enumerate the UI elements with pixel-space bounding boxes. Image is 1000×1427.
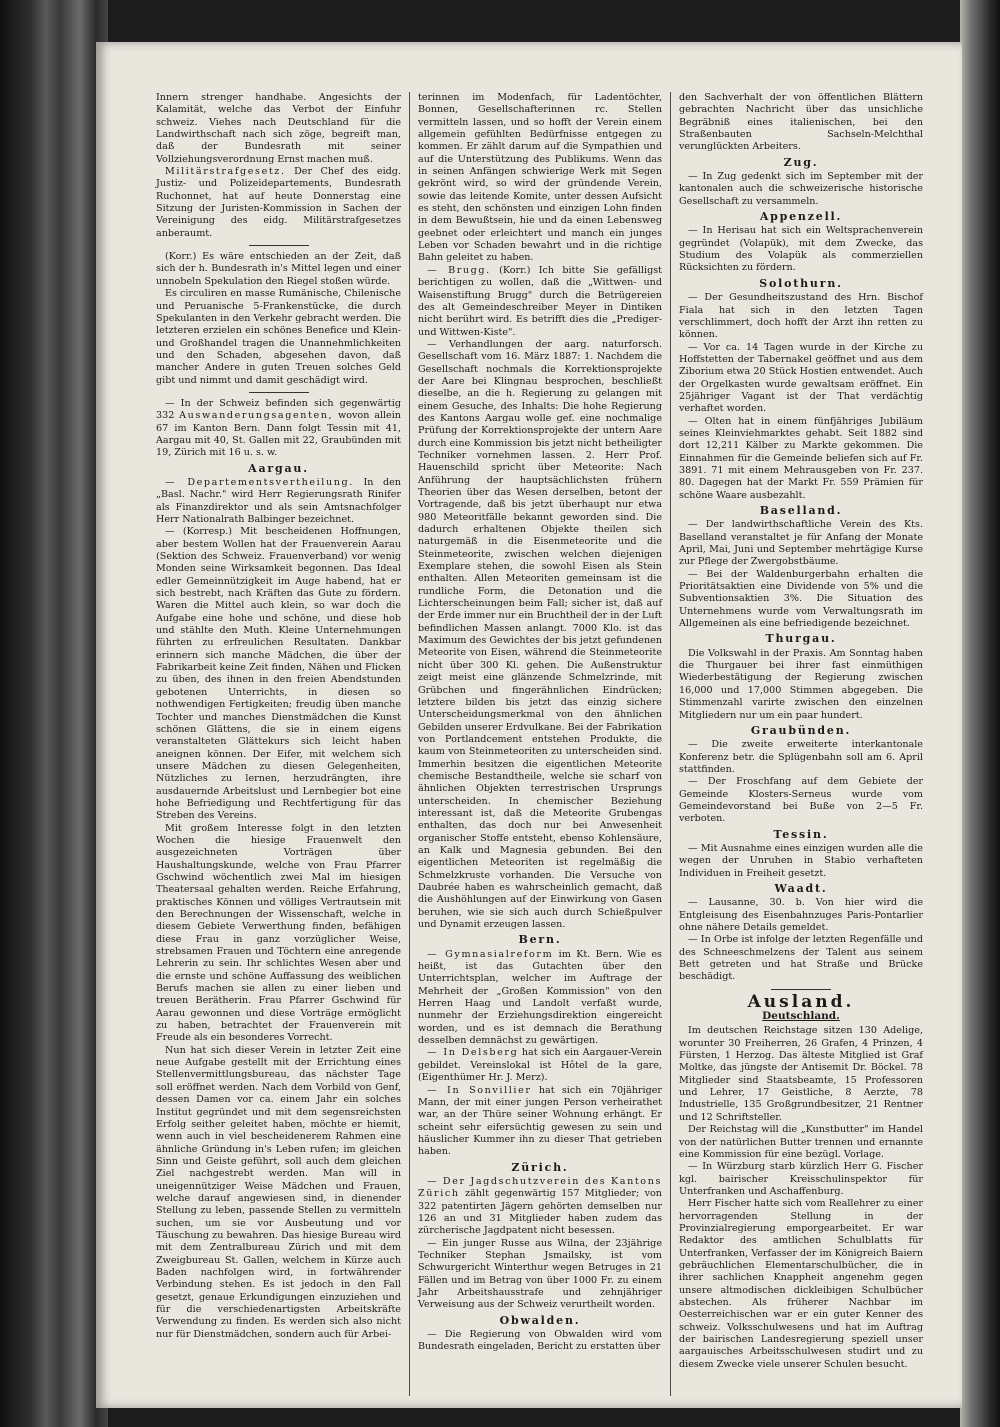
article-lead: Auswanderungsagenten, — [179, 410, 334, 422]
column-2 — [409, 92, 670, 1396]
article-text: — Verhandlungen der aarg. naturforsch. Gesellschaft vom 16. März 1887: 1. Nachdem die Gesellschaft nochmals die Korrektionsprojekte der Aare bei Klingnau besprochen, beschließt dieselbe, an die h. Regierung zu gelangen mit einem Gesuche, des Inhalts: Die hohe Regierung des Kantons Aargau wolle gef. eine nochmalige Prüfung der Korrektionsprojekte der untern Aare durch eine Kommission bis jetzt nicht betheiligter Techniker vornehmen lassen. 2. Herr Prof. Hauenschild spricht über Meteorite: Nach Anführung der hauptsächlichsten frühern Theorien über das Wesen derselben, betont der Vortragende, daß bis jetzt überhaupt nur etwa 980 Meteoritfälle bekannt geworden sind. Die dadurch erhaltenen Objekte theilen sich naturgemäß in die Eisenmeteorite und die Steinmeteorite, zwischen welchen diejenigen Exemplare stehen, die sowohl Eisen als Stein enthalten. Allen Meteoriten gemeinsam ist die rundliche Form, die Detonation und die Lichterscheinungen beim Fall; sicher ist, daß auf der Erde immer nur ein Bruchtheil der in der Luft befindlichen Massen anlangt. 7000 Klo. ist das Maximum des Gewichtes der bis jetzt gefundenen Meteorite von Eisen, während die Steinmeteorite nicht über 300 Kl. gehen. Die Außenstruktur zeigt meist eine glänzende Schmelzrinde, mit Grübchen und fingerähnlichen Eindrücken; letztere bilden bis jetzt das einzig sichere Unterscheidungsmerkmal von den ähnlichen Gebilden unserer Erdvulkane. Bei der Fabrikation von Portlandcement entstehen Produkte, die kaum von Steinmeteoriten zu unterscheiden sind. Immerhin besitzen die eigentlichen Meteorite chemische Bestandtheile, welche sie scharf von ähnlichen Objekten terrestrischen Ursprungs unterscheiden. In chemischer Beziehung interessant ist, daß die Meteorite Grubengas enthalten, das doch nur bei Anwesenheit organischer Stoffe entsteht, ebenso Kohlensäure, an Kalk und Magnesia gebunden. Bei den eigentlichen Meteoriten ist regelmäßig die Schmelzkruste vorhanden. Die Versuche von Daubrée haben es wahrscheinlich gemacht, daß die Aushöhlungen auf der Einwirkung von Gasen beruhen, wie sie sich auch durch Schießpulver und Dynamit erzeugen lassen. — [418, 338, 662, 931]
column-3 — [670, 92, 931, 1396]
article-paragraph — [156, 166, 401, 240]
article-text: terinnen im Modenfach, für Ladentöchter, Bonnen, Gesellschafterinnen rc. Stellen vermitteln lassen, und so hofft der Verein einem allgemein gefühlten Bedürfnisse entgegen zu kommen. Er zählt darum auf die Sympathien und auf die Unterstützung des Publikums. Wenn das in seinen Anfängen schwierige Werk mit Segen gekrönt wird, so wird der gründende Verein, sowie das leitende Komite, unter dessen Aufsicht es steht, den schönsten und einzigen Lohn finden in dem Bewußtsein, hie und da einen Lebensweg geebnet oder erleichtert und manch ein junges Leben vor Schaden bewahrt und in die richtige Bahn geleitet zu haben. — [418, 92, 662, 264]
article-text: hat sich ein 70jähriger Mann, der mit einer jungen Person verheirathet war, an der Thüre seiner Wohnung erhängt. Er scheint sehr eifersüchtig gewesen zu sein und häuslicher Kummer ihn zu dieser That getrieben haben. — [418, 1084, 662, 1158]
article-text: Es circuliren en masse Rumänische, Chilenische und Peruanische 5-Frankenstücke, die durch Spekulanten in den Verkehr gebracht werden. Die letzteren erzielen ein schönes Benefice und Klein- und Großhandel tragen die Unannehmlichkeiten und den Schaden, abgesehen davon, daß mancher Andere in guten Treuen solches Geld gibt und nimmt und damit geschädigt wird. — [156, 288, 401, 386]
article-text: Der Chef des eidg. Justiz- und Polizeidepartements, Bundesrath Ruchonnet, hat auf heute Donnerstag eine Sitzung der Juristen-Kommission in Sachen der Vereinigung des eidg. Militärstrafgesetzes anberaumt. — [156, 166, 401, 239]
article-lead: — Der Jagdschutzverein des Kantons Zürich — [418, 1175, 662, 1200]
article-paragraph — [418, 1047, 662, 1084]
article-text: Nun hat sich dieser Verein in letzter Zeit eine neue Aufgabe gestellt mit der Errichtung eines Stellenvermittlungsbureau, das nächster Tage soll eröffnet werden. Nach dem Vorbild von Genf, dessen Damen vor ca. einem Jahr ein solches Institut gegründet und mit dem segensreichsten Erfolg seither geleitet haben, möchte er hiemit, wenn auch in viel bescheidenerem Rahmen eine ähnliche Gründung in's Leben rufen; im gleichen Sinn und Geiste geführt, soll auch dem gleichen Ziel nachgestrebt werden. Man will in uneigennütziger Weise Mädchen und Frauen, welche darauf angewiesen sind, in dienender Stellung zu leben, passende Stellen zu vermitteln suchen, um sie vor Ausbeutung und vor Täuschung zu bewahren. Das hiesige Bureau wird mit dem Zentralbureau Zürich und mit dem Zweigbureau St. Gallen, welchem in Kürze auch Baden nachfolgen wird, in fortwährender Verbindung stehen. Es ist jedoch in den Fall gesetzt, genaue Erkundigungen einzuziehen und für die verschiedenartigsten Arbeitskräfte Verwendung zu finden. Es werden sich also nicht nur für Dienstmädchen, sondern auch für Arbei- — [156, 1044, 401, 1340]
separator-rule — [249, 392, 309, 393]
article-text: In den „Basl. Nachr." wird Herr Regierungsrath Rinifer als Finanzdirektor und als sein Amtsnachfolger Herr Nationalrath Balbinger bezeichnet. — [156, 476, 401, 525]
article-text: Innern strenger handhabe. Angesichts der Kalamität, welche das Verbot der Einfuhr schweiz. Viehes nach Deutschland für die Landwirthschaft nach sich zöge, begreift man, daß der Bundesrath mit seiner Vollziehungsverordnung Ernst machen muß. — [156, 92, 401, 165]
article-text: — Bei der Waldenburgerbahn erhalten die Prioritätsaktien eine Dividende von 5% und die Subventionsaktien 3%. Die Situation des Unternehmens wurde vom Verwaltungsrath im Allgemeinen als eine befriedigende bezeichnet. — [679, 568, 923, 630]
article-text: — Ein junger Russe aus Wilna, der 23jährige Techniker Stephan Jsmailsky, ist vom Schwurgericht Winterthur wegen Betruges in 21 Fällen und im Betrag von über 1000 Fr. zu einem Jahr Arbeitshausstrafe und zehnjähriger Verweisung aus der Schweiz verurtheilt worden. — [418, 1237, 662, 1311]
column-1 — [148, 92, 409, 1396]
article-text: — Mit Ausnahme eines einzigen wurden alle die wegen der Unruhen in Stabio verhafteten Individuen in Freiheit gesetzt. — [679, 842, 923, 879]
article-text: — In der Schweiz befinden sich gegenwärtig 332 — [156, 397, 401, 422]
article-paragraph — [418, 1085, 662, 1159]
scan-border-right — [960, 0, 1000, 1427]
article-text: (Korr.) Ich bitte Sie gefälligst berichtigen zu wollen, daß die „Wittwen- und Waisenstiftung Brugg" durch die Betrügereien des alt Gemeindeschreiber Meyer in Dintiken nicht berührt wird. Es betrifft dies die „Prediger- und Wittwen-Kiste". — [418, 264, 662, 338]
article-text: (Korr.) Es wäre entschieden an der Zeit, daß sich der h. Bundesrath in's Mittel legen und einer unnobeln Spekulation den Riegel stoßen würde. — [156, 251, 401, 287]
section-heading-appenzell: Appenzell. — [759, 210, 843, 224]
separator-rule — [249, 245, 309, 246]
article-text: — Die Regierung von Obwalden wird vom Bundesrath eingeladen, Bericht zu erstatten über — [418, 1329, 662, 1353]
article-text: wovon allein 67 im Kanton Bern. Dann folgt Tessin mit 41, Aargau mit 40, St. Gallen mit 22, Graubünden mit 19, Zürich mit 16 u. s. w. — [156, 410, 401, 459]
text-columns — [148, 92, 936, 1396]
article-text: — In Herisau hat sich ein Weltsprachenverein gegründet (Volapük), mit dem Zwecke, das Studium des Volapük als commerziellen Rücksichten zu fördern. — [679, 225, 923, 274]
section-heading-aargau: Aargau. — [248, 461, 309, 475]
article-lead: — In Delsberg — [427, 1047, 519, 1059]
section-heading-zug: Zug. — [783, 155, 819, 169]
article-text: — (Korresp.) Mit bescheidenen Hoffnungen, aber bestem Wollen hat der Frauenverein Aarau (Sektion des Schweiz. Frauenverband) vor wenig Monden seine Wirksamkeit begonnen. Das Ideal edler Gemeinnützigkeit im Auge habend, hat er sich bestrebt, nach Kräften das Gute zu fördern. Waren die Mittel auch klein, so war doch die Aufgabe eine hohe und schöne, und diese hob und stählte den Muth. Kleine Unternehmungen führten zu erfreulichen Resultaten. Dankbar erinnern sich manche Mädchen, die über der Fabrikarbeit keine Zeit finden, Nähen und Flicken zu üben, des ihnen in den freien Abendstunden gebotenen Unterrichts, in diesen so nothwendigen Fertigkeiten; freudig üben manche Tochter und manches Dienstmädchen die Kunst schönen Glättens, die sie in einem eigens veranstalteten Glättekurs sich leicht haben aneignen können. Der Eifer, mit welchem sich unsere Mädchen zu diesen Gelegenheiten, Nützliches zu lernen, herzudrängten, ihre ausdauernde Arbeitslust und Lernbegier bot eine hohe Befriedigung und Rechtfertigung für das Streben des Vereins. — [156, 526, 401, 822]
article-text: Mit großem Interesse folgt in den letzten Wochen die hiesige Frauenwelt den ausgezeichneten Vorträgen über Haushaltungskunde, welche von Frau Pfarrer Gschwind wöchentlich zwei Mal im hiesigen Theatersaal gehalten werden. Reiche Erfahrung, praktisches Können und völliges Vertrautsein mit den Berechnungen der Wissenschaft, welche in diesem Gebiete Verwerthung finden, befähigen diese Frau in ganz vorzüglicher Weise, strebsamen Frauen und Töchtern eine anregende Lehrerin zu sein. Ihr schlichtes Wesen aber und die ernste und schöne Auffassung des weiblichen Berufs machen sie allen zu einer lieben und treuen Berätherin. Frau Pfarrer Gschwind für Aarau gewonnen und diese Vorträge ermöglicht zu haben, betrachtet der Frauenverein mit Freude als ein besonderes Vorrecht. — [156, 822, 401, 1044]
article-paragraph — [156, 398, 401, 460]
article-text: — Olten hat in einem fünfjähriges Jubiläum seines Kleinviehmarktes gehabt. Seit 1882 sind dort 12,211 Kälber zu Markte gekommen. Die Einnahmen für die Gemeinde beliefen sich auf Fr. 3891. 71 mit einem Mehrausgeben von Fr. 237. 80. Dagegen hat der Markt Fr. 559 Prämien für schöne Waare ausbezahlt. — [679, 415, 923, 501]
article-lead: — Gymnasialreform — [427, 948, 554, 960]
article-text: — In Würzburg starb kürzlich Herr G. Fischer kgl. bairischer Kreisschulinspektor für Unterfranken und Aschaffenburg. — [679, 1161, 923, 1197]
article-lead: — Departementsvertheilung. — [165, 476, 354, 488]
scan-border-left — [0, 0, 108, 1427]
article-text: — In Zug gedenkt sich im September mit der kantonalen auch die schweizerische historische Gesellschaft zu versammeln. — [679, 171, 923, 207]
section-heading-waadt: Waadt. — [774, 881, 828, 895]
article-paragraph — [418, 265, 662, 339]
section-heading-tessin: Tessin. — [773, 827, 829, 841]
article-text: — Der Gesundheitszustand des Hrn. Bischof Fiala hat sich in den letzten Tagen verschlimmert, doch hofft der Arzt ihn retten zu können. — [679, 292, 923, 341]
article-text: Der Reichstag will die „Kunstbutter" im Handel von der natürlichen Butter trennen und ernannte eine Kommission für eine bezügl. Vorlage. — [679, 1124, 923, 1160]
article-paragraph — [418, 1176, 662, 1238]
section-heading-solothurn: Solothurn. — [759, 276, 843, 290]
section-heading-baselland: Baselland. — [759, 504, 843, 517]
article-text: — Der landwirthschaftliche Verein des Kts. Baselland veranstaltet je für Anfang der Monate April, Mai, Juni und September mehrtägige Kurse zur Pflege der Zwergobstbäume. — [679, 519, 923, 568]
article-text: im Kt. Bern. Wie es heißt, ist das Gutachten über den Unterrichtsplan, welcher im Auftrage der Mehrheit der „Großen Kommission" von den Herren Haag und Landolt verfaßt wurde, nunmehr der Erziehungsdirektion eingereicht worden, und es ist demnach die Berathung desselben demnächst zu gewärtigen. — [418, 948, 662, 1047]
article-lead: Militärstrafgesetz. — [165, 166, 286, 178]
article-text: den Sachverhalt der von öffentlichen Blättern gebrachten Nachricht über das unsichliche Begräbniß eines italienischen, bei den Straßenbauten Sachseln-Melchthal verunglückten Arbeiters. — [679, 92, 923, 153]
section-heading-deutschland: Deutschland. — [762, 1010, 840, 1023]
article-paragraph — [418, 949, 662, 1048]
article-lead: — In Sonvillier — [427, 1084, 532, 1096]
article-text: Im deutschen Reichstage sitzen 130 Adelige, worunter 30 Freiherren, 26 Grafen, 4 Prinzen, 4 Fürsten, 1 Herzog. Das älteste Mitglied ist Graf Moltke, das jüngste der Antisemit Dr. Böckel. 78 Mitglieder sind Staatsbeamte, 15 Professoren und Lehrer, 17 Geistliche, 8 Aerzte, 78 Industrielle, 135 Großgrundbesitzer, 21 Rentner und 12 Schriftsteller. — [679, 1025, 923, 1123]
newspaper-page — [96, 42, 962, 1408]
section-heading-ausland: Ausland. — [747, 991, 855, 1012]
article-paragraph — [156, 477, 401, 526]
article-text: hat sich ein Aargauer-Verein gebildet. Vereinslokal ist Hôtel de la gare, (Eigenthümer Hr. J. Merz). — [418, 1047, 662, 1084]
article-text: Die Volkswahl in der Praxis. Am Sonntag haben die Thurgauer bei ihrer fast einmüthigen Wiederbestätigung der Regierung zwischen 16,000 und 17,000 Stimmen abgegeben. Die Stimmenzahl varirte zwischen den einzelnen Mitgliedern nur um ein paar hundert. — [679, 647, 923, 721]
article-text: — In Orbe ist infolge der letzten Regenfälle und des Schneeschmelzens der Talent aus seinem Bett getreten und hat Straße und Brücke beschädigt. — [679, 934, 923, 983]
article-text: — Vor ca. 14 Tagen wurde in der Kirche zu Hoffstetten der Tabernakel geöffnet und aus dem Ziborium etwa 20 Stück Hostien entwendet. Auch der Orgelkasten wurde gewaltsam eröffnet. Ein 25jähriger Vagant ist der That verdächtig verhaftet worden. — [679, 341, 923, 415]
section-heading-bern: Bern. — [518, 933, 562, 947]
article-text: zählt gegenwärtig 157 Mitglieder; von 322 patentirten Jägern gehörten demselben nur 126 an und 31 Mitglieder haben zudem das zürcherische Jagdpatent nicht besessen. — [418, 1188, 662, 1237]
section-heading-graubunden: Graubünden. — [750, 723, 852, 737]
article-text: Herr Fischer hatte sich vom Reallehrer zu einer hervorragenden Stellung in der Provinzialregierung emporgearbeitet. Er war Redaktor des amtlichen Schulblatts für Unterfranken, Verfasser der im Königreich Baiern gebräuchlichen Elementarschulbücher, die in ihrer sachlichen Knappheit angenehm gegen unsere altmodischen dickleibigen Schulbücher abstechen. Als früherer Nachbar im Oesterreichischen war er ein guter Kenner des schweiz. Volksschulwesens und hat im Auftrag der bairischen Landesregierung speziell unser aargauisches Arbeitsschulwesen studirt und zu diesem Zwecke viele unserer Schulen besucht. — [679, 1198, 923, 1370]
section-heading-obwalden: Obwalden. — [499, 1313, 581, 1327]
separator-rule — [771, 989, 831, 990]
section-heading-zurich: Zürich. — [511, 1160, 569, 1174]
article-lead: — Brugg. — [427, 264, 491, 276]
section-heading-thurgau: Thurgau. — [765, 632, 837, 646]
article-text: — Lausanne, 30. b. Von hier wird die Entgleisung des Eisenbahnzuges Paris-Pontarlier ohne nähere Details gemeldet. — [679, 897, 923, 933]
article-text: — Der Froschfang auf dem Gebiete der Gemeinde Klosters-Serneus wurde vom Gemeindevorstand bei Buße von 2—5 Fr. verboten. — [679, 776, 923, 825]
article-text: — Die zweite erweiterte interkantonale Konferenz betr. die Splügenbahn soll am 6. April stattfinden. — [679, 739, 923, 775]
